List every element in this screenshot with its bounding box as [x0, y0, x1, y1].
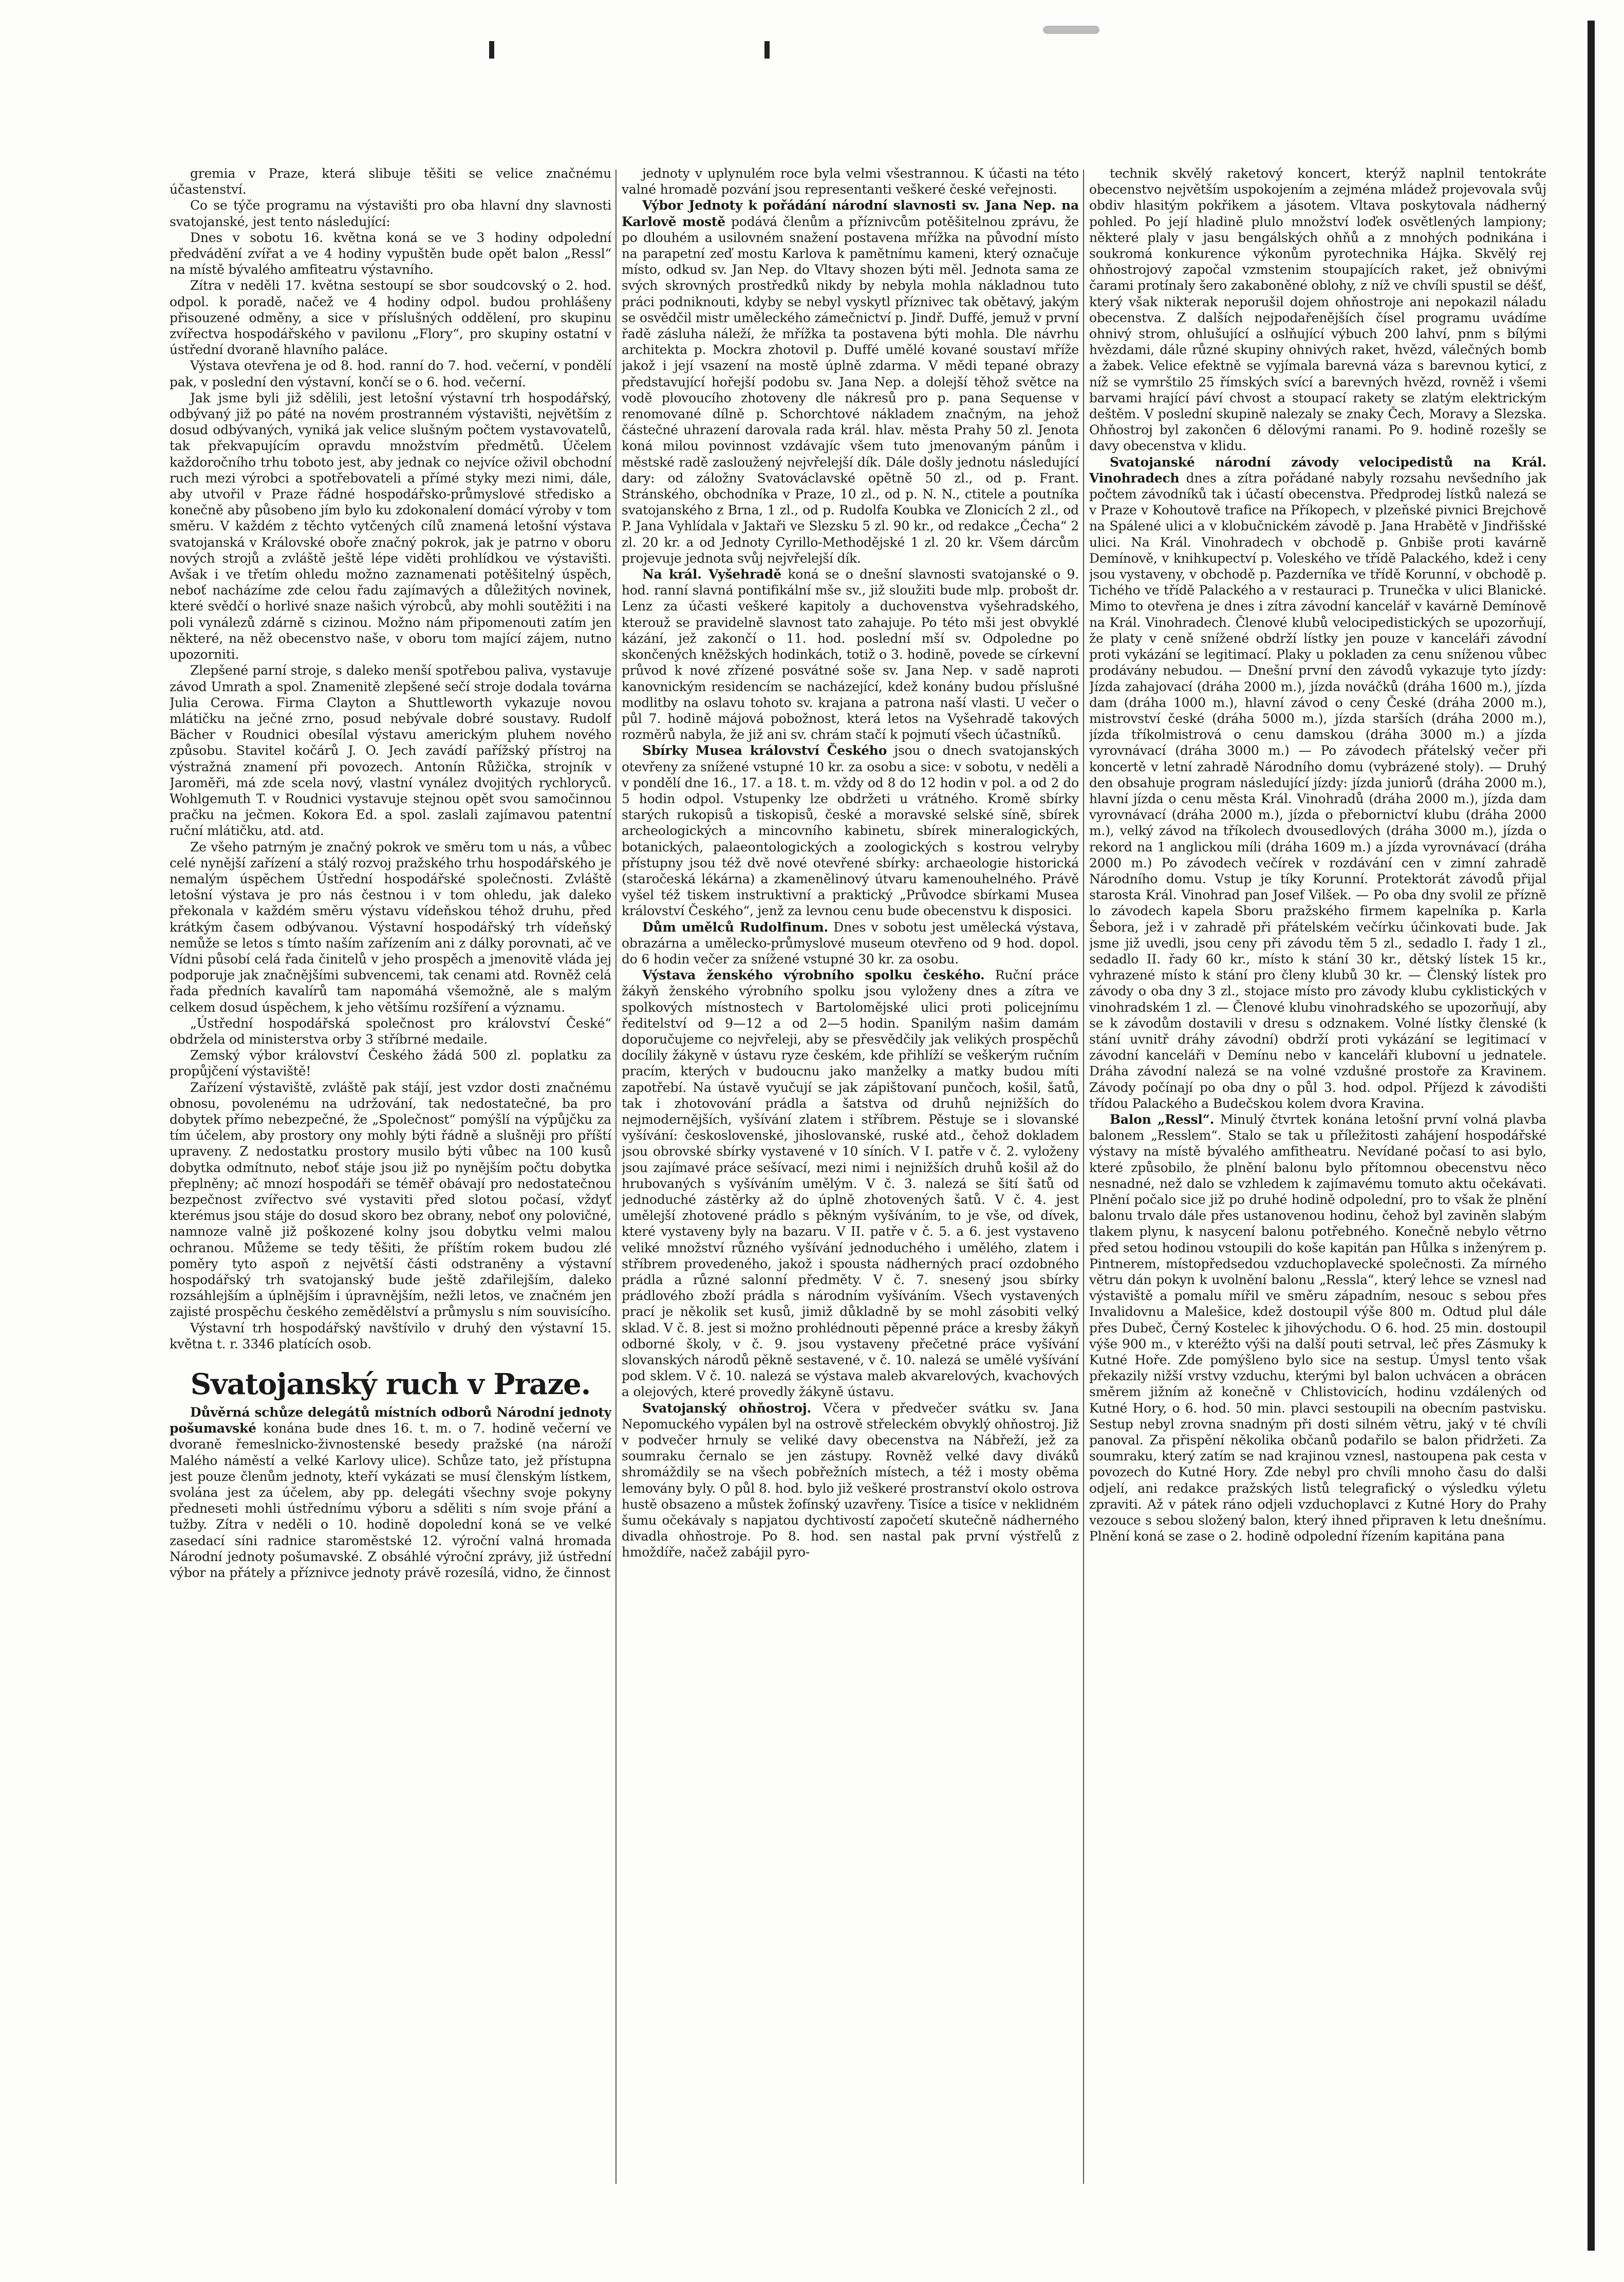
article-text: Včera v předvečer svátku sv. Jana Nepomuckého vypálen byl na ostrově střeleckém obvyklý ohňostroj. Již v podvečer hrnuly se veliké davy obecenstva na Nábřeží, jež za soumraku černalo se jen zástupy. Rovněž velké davy diváků shromáždily se na všech pobřežních místech, a též i mosty oběma lemovány byly. O půl 8. hod. bylo již veškeré prostranství okolo ostrova hustě obsazeno a můstek žofínský uzavřeny. Tisíce a tisíce v neklidném šumu očekávaly s napjatou dychtivostí započetí skutečně nádherného divadla ohňostroje. Po 8. hod. sen nastal pak první výstřelů z hmoždíře, načež zabájil pyro- [622, 1400, 1079, 1560]
article-lead: Svatojanský ohňostroj. [642, 1400, 812, 1416]
article-paragraph [1089, 1111, 1546, 1544]
article-paragraph [622, 197, 1079, 566]
article-text: konána bude dnes 16. t. m. o 7. hodině večerní ve dvoraně řemeslnicko-živnostenské besedy pražské (na nároží Malého náměstí a velké Karlovy ulice). Schůze tato, jež přístupna jest pouze členům jednoty, kteří vykázati se musí členským lístkem, svolána jest za účelem, aby pp. delegáti všechny svoje pokyny předneseti mohli ústřednímu výboru a sděliti s ním svoje přání a tužby. Zítra v neděli o 10. hodině dopolední koná se ve velké zasedací síni radnice staroměstské 12. výroční valná hromada Národní jednoty pošumavské. Z obsáhlé výroční zprávy, již ústřední výbor na přátely a příznivce jednoty právě rozesílá, vidno, že činnost [170, 1421, 611, 1581]
article-paragraph [170, 1320, 611, 1352]
article-text: Výstava otevřena je od 8. hod. ranní do 7. hod. večerní, v pondělí pak, v poslední den výstavní, končí se o 6. hod. večerní. [170, 358, 611, 389]
column-divider [615, 170, 617, 2184]
article-paragraph [170, 358, 611, 389]
article-paragraph [170, 230, 611, 278]
article-text: Ze všeho patrným je značný pokrok ve směru tom u nás, a vůbec celé nynější zařízení a stálý rozvoj pražského trhu hospodářského je nemalým úspěchem Ústřední hospodářské společnosti. Zvláště letošní výstava je pro nás čestnou i v tom ohledu, jak daleko překonala v každém směru výstavu vídeňskou téhož druhu, před krátkým časem odbývanou. Výstavní hospodářský trh vídeňský nemůže se letos s tímto naším zařízením ani z dálky porovnati, ač ve Vídni působí celá řada činitelů v jeho prospěch a jmenovitě vláda jej podporuje jak značnějšími subvencemi, tak cenami atd. Rovněž celá řada předních kavalírů tam napomáhá všemožně, ale s malým celkem dosud úspěchem, k jeho většímu rozšíření a významu. [170, 839, 611, 1015]
article-text: „Ústřední hospodářská společnost pro království České“ obdržela od ministerstva orby 3 stříbrné medaile. [170, 1015, 611, 1047]
article-text: Ruční práce žákyň ženského výrobního spolku jsou vyloženy dnes a zítra ve spolkových místnostech v Bartolomějské ulici proti policejnímu ředitelství od 9—12 a od 2—5 hodin. Spanilým našim damám doporučujeme co nejvřeleji, aby se přesvědčily jak velikých prospěchů docílily žákyně v ústavu ryze českém, kde přihlíží se veškerým ručním pracím, kterých v budoucnu jako manželky a matky budou míti zapotřebí. Na ústavě vyučují se jak zápištovaní punčoch, košil, šatů, tak i zhotovování prádla a šatstva od druhů nejnižších do nejmodernějších, vyšívání zlatem i stříbrem. Pěstuje se i slovanské vyšívání: československé, jihoslovanské, ruské atd., čehož dokladem jsou obrovské sbírky vystavené v 10 síních. V I. patře v č. 2. vyloženy jsou zajímavé práce sešívací, mezi nimi i nejnižších druhů košil až do hrubovaných s vyšíváním umělým. V č. 3. nalezá se šití šatů od jednoduché zástěrky až do úplně zhotovených šatů. V č. 4. jest umělejší zhotovené prádlo s pěkným vyšíváním, to je vše, od dívek, které vystaveny byly na bazaru. V II. patře v č. 5. a 6. jest vystaveno veliké množství různého vyšívání jednoduchého i umělého, zlatem i stříbrem provedeného, jakož i spousta nádherných prací ozdobného prádla a různé salonní předměty. V č. 7. snesený jsou sbírky prádlového zboží prádla s národním vyšíváním. Všech vystavených prací je několik set kusů, jimiž důkladně by se mohl zásobiti velký sklad. V č. 8. jest si možno prohlédnouti pěpenné práce a kresby žákyň odborné školy, v č. 9. jsou vystaveny přečetné práce vyšívání slovanských národů pěkně sestavené, v č. 10. nalezá se umělé vyšívání pod sklem. V č. 10. nalezá se výstava maleb akvarelových, kvachových a olejových, které provedly žákyně ústavu. [622, 968, 1079, 1400]
article-text: Co se týče programu na výstavišti pro oba hlavní dny slavnosti svatojanské, jest tento následující: [170, 198, 611, 229]
article-paragraph [622, 566, 1079, 743]
article-lead: Balon „Ressl“. [1110, 1111, 1215, 1127]
article-paragraph [622, 165, 1079, 197]
article-lead: Výstava ženského výrobního spolku českého. [642, 968, 985, 983]
article-text: dnes a zítra pořádané nabyly rozsahu nevšedního jak počtem závodníků tak i účastí obecenstva. Předprodej lístků nalezá se v Praze v Kohoutově trafice na Příkopech, v plzeňské pivnici Brejchově na Spálené ulici a v klobučnickém závodě p. Jana Hrabětě v Jindřišské ulici. Na Král. Vinohradech v obchodě p. Gnbiše proti kavárně Demínově, v knihkupectví p. Voleského ve třídě Palackého, kdež i ceny jsou vystaveny, v obchodě p. Pazderníka ve třídě Korunní, v obchodě p. Tichého ve třídě Palackého a v restauraci p. Trunečka v ulici Blanické. Mimo to otevřena je dnes i zítra závodní kancelář v kavárně Demínově na Král. Vinohradech. Členové klubů velocipedistických se upozorňují, že platy v ceně snížené obdrží lístky jen pouze v kanceláři závodní proti vykázání se legitimací. Plaky u pokladen za cenu sníženou vůbec prodávány nebudou. — Dnešní první den závodů vykazuje tyto jízdy: Jízda zahajovací (dráha 2000 m.), jízda nováčků (dráha 1600 m.), jízda dam (dráha 1000 m.), hlavní závod o ceny České (dráha 2000 m.), mistrovství české (dráha 5000 m.), jízda starších (dráha 2000 m.), jízda tříkolmistrová o cenu damskou (dráha 3000 m.) a jízda vyrovnávací (dráha 3000 m.) — Po závodech přátelský večer při koncertě v letní zahradě Národního domu (vybrázené stoly). — Druhý den obsahuje program následující jízdy: jízda juniorů (dráha 2000 m.), hlavní jízda o cenu města Král. Vinohradů (dráha 2000 m.), jízda dam vyrovnávací (dráha 2000 m.), jízda o přebornictví klubu (dráha 2000 m.), velký závod na tříkolech dvousedlových (dráha 3000 m.), jízda o rekord na 1 anglickou míli (dráha 1609 m.) a jízda vyrovnávací (dráha 2000 m.) Po závodech večírek v rozdávání cen v zimní zahradě Národního domu. Vstup je tíky Korunní. Protektorát závodů přijal starosta Král. Vinohrad pan Josef Vilšek. — Po oba dny svolil ze přízně lo závodech kapela Sboru pražského firmem kapelníka p. Karla Šebora, jež i v zahradě při přátelském večírku účinkovati bude. Jak jsme již uvedli, jsou ceny při závodu těm 5 zl., sedadlo I. řady 1 zl., sedadlo II. řady 60 kr., místo k stání 30 kr., dětský lístek 15 kr., vyhrazené místo k stání pro členy klubů 30 kr. — Členský lístek pro závody o oba dny 3 zl., stojace místo pro závody klubu cyklistických v vinohradském 1 zl. — Členové klubu vinohradského se upozorňují, aby se k závodům dostavili v dresu s odznakem. Volné lístky členské (k stání uvnitř dráhy závodní) obdrží proti vykázání se legitimací v závodní kanceláři v Demínu nebo v kanceláři klubovní u jednatele. Dráha závodní nalezá se na volné vzdušné prostoře za Kravinem. Závody počínají po oba dny o půl 3. hod. odpol. Příjezd k závodišti třídou Palackého a Budečskou kolem dvora Kravina. [1089, 470, 1546, 1111]
article-lead: Na král. Vyšehradě [642, 567, 781, 582]
article-text: koná se o dnešní slavnosti svatojanské o 9. hod. ranní slavná pontifikální mše sv., již sloužiti bude mlp. probošt dr. Lenz za účasti veškeré kapitoly a duchovenstva vyšehradského, kterouž se pravidelně slavnost tato zahajuje. Po této mši jest obvyklé kázání, jež zakončí o 11. hod. poslední mší sv. Odpoledne po skončených kněžských hodinkách, totiž o 3. hodině, povede se církevní průvod k nové zřízené posvátné soše sv. Jana Nep. v sadě naproti kanovnickým residencím se nacházející, kdež konány budou příslušné modlitby na oslavu tohoto sv. krajana a patrona naší vlasti. U večer o půl 7. hodině májová pobožnost, která letos na Vyšehradě takových rozměrů nabyla, že již ani sv. chrám stačí k pojmutí všech účastníků. [622, 567, 1079, 743]
page-edge-bar [1588, 21, 1595, 2251]
print-smudge [1043, 26, 1099, 34]
article-paragraph [170, 277, 611, 358]
article-lead: Výbor Jednoty k pořádání národní slavnosti sv. Jana Nep. na Karlově mostě [622, 198, 1079, 229]
column-divider [1083, 170, 1084, 2184]
article-text: jsou o dnech svatojanských otevřeny za snížené vstupné 10 kr. za osobu a sice: v sobotu, v neděli a v pondělí dne 16., 17. a 18. t. m. vždy od 8 do 12 hodin v pol. a od 2 do 5 hodin odpol. Vstupenky lze obdržeti u vrátného. Kromě sbírky starých rukopisů a tiskopisů, české a moravské selské síně, sbírek archeologických a mincovního kabinetu, sbírek mineralogických, botanických, palaeontologických a zoologických s kostrou velryby přístupny jsou též dvě nové otevřené sbírky: archaeologie historická (staročeská lékárna) a zkamenělinový útvaru kamenouhelného. Právě vyšel též tiskem instruktivní a praktický „Průvodce sbírkami Musea království Českého“, jenž za levnou cenu bude obecenstvu k disposici. [622, 743, 1079, 919]
article-paragraph [170, 1047, 611, 1079]
article-text: Zařízení výstaviště, zvláště pak stájí, jest vzdor dosti značnému obnosu, povolenému na udržování, tak nedostatečné, ba pro dobytek přímo nebezpečné, že „Společnost“ pomýšlí na výpůjčku za tím účelem, aby prostory ony mohly býti řádně a slušněji pro příští upraveny. Z nedostatku prostory musilo býti vůbec na 100 kusů dobytka odmítnuto, neboť stáje jsou již po nynějším počtu dobytka přeplněny; ač mnozí hospodáři se téměř obávají pro nedostatečnou bezpečnost zvířectvo své vystaviti před slotou počasí, vždyť kterémus jsou stáje do dosud skoro bez obrany, neboť ony polovičné, namnoze valně již poškozené kolny jsou dobytku velmi malou ochranou. Můžeme se tedy těšiti, že příštím rokem budou zlé poměry tyto aspoň z největší části odstraněny a výstavní hospodářský trh svatojanský bude ještě zdařilejším, daleko rozsáhlejším a úplnějším i úpravnějším, nežli letos, ve značném jen zajisté prospěchu českého zemědělství a průmyslu s ním souvisícího. [170, 1080, 611, 1320]
section-heading: Svatojanský ruch v Praze. [190, 1367, 591, 1402]
article-paragraph [170, 390, 611, 662]
article-text: jednoty v uplynulém roce byla velmi všestrannou. K účasti na této valné hromadě pozvání jsou representanti veškeré české veřejnosti. [622, 166, 1079, 197]
column-2 [622, 165, 1079, 2193]
article-text: podává členům a příznivcům potěšitelnou zprávu, že po dlouhém a usilovném snažení postavena mřížka na původní místo na parapetní zeď mostu Karlova k pamětnímu kameni, který označuje místo, odkud sv. Jan Nep. do Vltavy shozen býti měl. Jednota sama ze svých skrovných prostředků nikdy by nebyla mohla nákladnou tuto práci podniknouti, kdyby se nebyl vyskytl příznivec tak obětavý, jakým se osvědčil mistr uměleckého zámečnictví p. Jindř. Duffé, jemuž v první řadě zásluha náleží, že mřížka ta postavena býti mohla. Dle návrhu architekta p. Mockra zhotovil p. Duffé umělé kované soustaví mříže jakož i její vsazení na mostě úplně zdarma. V mědi tepané obrazy představující hořejší podobu sv. Jana Nep. a dolejší těhož světce na vodě plovoucího zhotoveny dle nákresů pro p. pana Sequense v renomované dílně p. Schorchtové nákladem značným, na jehož částečné uhrazení darovala rada král. hlav. města Prahy 50 zl. Jenota koná milou povinnost vzdávajíc všem tuto jmenovaným pánům i městské radě zasloužený nejvřelejší dík. Dále došly jednotu následující dary: od záložny Svatováclavské opětně 50 zl., od p. Frant. Stránského, obchodníka v Praze, 10 zl., od p. N. N., ctitele a poutníka svatojanského z Brna, 1 zl., od p. Rudolfa Koubka ve Zlonicích 2 zl., od P. Jana Vyhlídala v Jaktaři ve Slezsku 5 zl. 90 kr., od redakce „Čecha“ 2 zl. 20 kr. a od Jednoty Cyrillo-Methodějské 1 zl. 20 kr. Všem dárcům projevuje jednota svůj nejvřelejší dík. [622, 214, 1079, 566]
article-paragraph [170, 165, 611, 197]
article-paragraph [622, 743, 1079, 919]
article-paragraph [170, 1404, 611, 1581]
article-paragraph [1089, 454, 1546, 1111]
article-paragraph [1089, 165, 1546, 454]
article-text: Minulý čtvrtek konána letošní první volná plavba balonem „Resslem“. Stalo se tak u příležitosti zahájení hospodářské výstavy na místě bývalého amfitheatru. Nevídané počasí to asi bylo, které způsobilo, že plnění balonu bylo přítomnou obecenstvu něco nesnadné, než dalo se vzhledem k zajímavému tomuto aktu očekávati. Plnění počalo sice již po druhé hodině odpolední, pro to však že plnění balonu trvalo dále přes ustanovenou hodinu, čehož byl zaviněn slabým tlakem plynu, k nasycení balonu potřebného. Konečně nebylo větrno před setou hodinou vstoupili do koše kapitán pan Hůlka s inženýrem p. Pintnerem, místopředsedou vzduchoplavecké společnosti. Za mírného větru dán pokyn k uvolnění balonu „Ressla“, který lehce se vznesl nad výstaviště a pomalu mířil ve směru západním, nesouc s sebou přes Invalidovnu a Malešice, kdež dostoupil výše 800 m. Odtud plul dále přes Dubeč, Černý Kostelec k jihovýchodu. O 6. hod. 25 min. dostoupil výše 900 m., v kteréžto výši na další pouti setrval, leč přes Zásmuky k Kutné Hoře. Zde pomýšleno bylo sice na sestup. Úmysl tento však překazily nižší vrstvy vzduchu, kterými byl balon uchvácen a obrácen směrem jižním až konečně v Chlistovicích, hodinu vzdálených od Kutné Hory, o 6. hod. 50 min. plavci sestoupili na obecním pastvisku. Sestup nebyl zrovna snadným při dosti silném větru, jaký v té chvíli panoval. Za přispění několika občanů podařilo se balon přidržeti. Za soumraku, který zatím se nad krajinou vznesl, nastoupena pak cesta v povozech do Kutné Hory. Zde nebyl pro chvíli mnoho času do dalši odjelí, ani redakce pražských listů telegrafický o výsledku výletu zpraviti. Až v pátek ráno odjeli vzduchoplavci z Kutné Hory do Prahy vezouce s sebou složený balon, který ihned připraven k letu dnešnímu. Plnění koná se zase o 2. hodině odpolední řízením kapitána pana [1089, 1111, 1546, 1544]
article-text: Dnes v sobotu jest umělecká výstava, obrazárna a umělecko-průmyslové museum otevřeno od 9 hod. dopol. do 6 hodin večer za snížené vstupné 30 kr. za osobu. [622, 919, 1079, 967]
article-text: Dnes v sobotu 16. května koná se ve 3 hodiny odpolední předvádění zvířat a ve 4 hodiny vypuštěn bude opět balon „Ressl“ na místě bývalého amfiteatru výstavního. [170, 230, 611, 277]
article-text: gremia v Praze, která slibuje těšiti se velice značnému účastenství. [170, 166, 611, 197]
article-lead: Svatojanské národní závody velocipedistů na Král. Vinohradech [1089, 454, 1546, 486]
article-lead: Dům umělců Rudolfinum. [642, 919, 829, 935]
article-paragraph [622, 1400, 1079, 1561]
article-text: Zemský výbor království Českého žádá 500 zl. poplatku za propůjčení výstaviště! [170, 1048, 611, 1079]
article-text: Zlepšené parní stroje, s daleko menší spotřebou paliva, vystavuje závod Umrath a spol. Znamenitě zlepšené sečí stroje dodala továrna Julia Cerowa. Firma Clayton a Shuttleworth vykazuje novou mlátičku na ječné zrno, posud nebývale dobré soustavy. Rudolf Bächer v Roudnici obesílal výstavu americkým pluhem nového způsobu. Stavitel kočárů J. O. Jech zavádí pařížský přístroj na výstražná znamení při povozech. Antonín Růžička, strojník v Jaroměři, má zde scela nový, vlastní vynález dvojitých rychloryců. Wohlgemuth T. v Roudnici vystavuje stejnou opět svou samočinnou pračku na ječmen. Kokora Ed. a spol. zaslali zajímavou patentní ruční mlátičku, atd. atd. [170, 663, 611, 839]
article-paragraph [170, 839, 611, 1015]
article-text: Výstavní trh hospodářský navštívilo v druhý den výstavní 15. května t. r. 3346 platících osob. [170, 1320, 611, 1351]
article-text: Zítra v neděli 17. května sestoupí se sbor soudcovský o 2. hod. odpol. k poradě, načež ve 4 hodiny odpol. budou prohlášeny přisouzené odměny, a sice v příslušných oddělení, pro skupinu zvířectva hospodářského v pavilonu „Flory“, pro skupiny ostatní v ústřední dvoraně hlavního paláce. [170, 278, 611, 358]
article-text: Jak jsme byli již sdělili, jest letošní výstavní trh hospodářský, odbývaný již po páté na novém prostranném výstavišti, největším z dosud odbývaných, vyniká jak velice slušným počtem vystavovatelů, tak překvapujícím opravdu množstvím předmětů. Účelem každoročního trhu toboto jest, aby jednak co nejvíce oživil obchodní ruch mezi výrobci a spotřebovateli a přímé styky mezi nimi, dále, aby utvořil v Praze řádné hospodářsko-průmyslové středisko a konečně aby působeno jím bylo ku zdokonalení domácí výroby v tom směru. V každém z těchto vytčených cílů znamená letošní výstava svatojanská v Královské oboře značný pokrok, jak je patrno v oboru nových strojů a zvláště ještě lépe viděti prohlídkou ve výstavišti. Avšak i ve třetím ohledu možno zaznamenati potěšitelný úspěch, neboť nacházíme zde celou řadu zajímavých a důležitých novinek, které svědčí o horlivé snaze našich výrobců, aby mohli soutěžiti i na poli vynálezů zdárně s cizinou. Možno nám připomenouti zatím jen některé, na něž obecenstvo naše, v oboru tom mající zájem, nutno upozorniti. [170, 390, 611, 662]
article-paragraph [622, 967, 1079, 1400]
column-3 [1089, 165, 1546, 2193]
article-paragraph [170, 662, 611, 839]
article-lead: Důvěrná schůze delegátů místních odborů Národní jednoty pošumavské [170, 1405, 611, 1436]
article-paragraph [170, 197, 611, 229]
print-mark [489, 41, 494, 59]
article-text: technik skvělý raketový koncert, kterýž naplnil tentokráte obecenstvo největším uspokojením a zejména mládež projevovala svůj obdiv hlasitým pokřikem a jásotem. Vltava poskytovala nádherný pohled. Po její hladině plulo množství loďek osvětlených lampiony; některé plaly v jasu bengálských ohňů a z mnohých podnikána i soukromá konkurence výkonům pyrotechnika Hájka. Skvělý rej ohňostrojový započal vzmstenim stoupajících raket, jež obnivými čarami protínaly šero zakaboněné oblohy, z níž ve chvíli spustil se déšť, který však nikterak neporušil dojem ohňostroje ani nepokazil náladu obecenstva. Z dalších nejpodařenějších čísel programu uvádíme ohnivý strom, ohlušující a oslňující výbuch 200 lahví, pnm s bílými hvězdami, dále různé skupiny ohnivých raket, hvězd, válečných bomb a žabek. Velice efektně se vyjímala barevná váza s barevnou kyticí, z níž se vymrštilo 25 římských svící a barevných hvězd, rovněž i všemi barvami hrající páví chvost a stoupací rakety se zlatým elektrickým deštěm. V poslední skupině nalezaly se znaky Čech, Moravy a Slezska. Ohňostroj byl zakončen 6 dělovými ranami. Po 9. hodině rozešly se davy obecenstva v klidu. [1089, 166, 1546, 454]
article-paragraph [170, 1015, 611, 1047]
article-lead: Sbírky Musea království Českého [642, 743, 887, 758]
print-mark [764, 41, 770, 59]
article-paragraph [170, 1080, 611, 1320]
article-paragraph [622, 919, 1079, 968]
column-1 [170, 165, 611, 2193]
